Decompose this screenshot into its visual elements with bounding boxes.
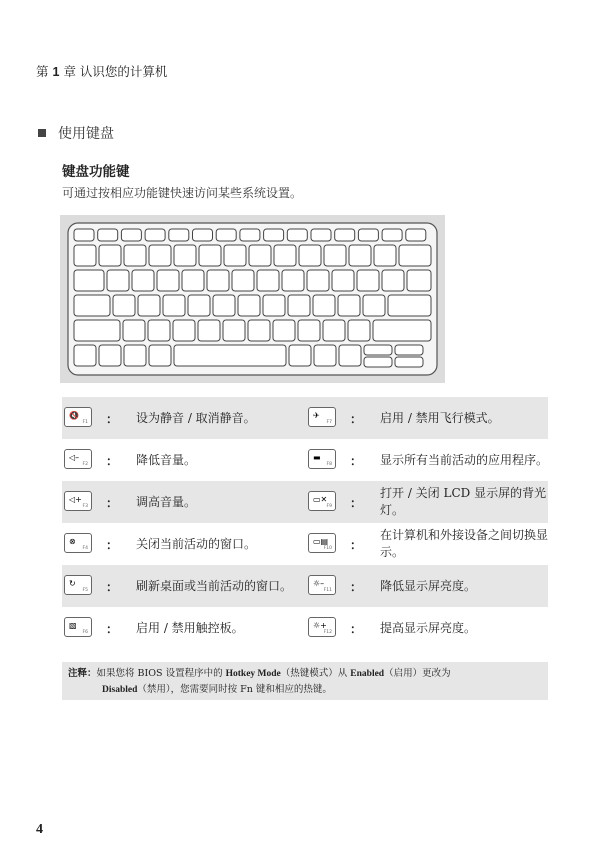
keyboard-key [74, 270, 104, 291]
keyboard-key [338, 295, 360, 316]
colon: ： [350, 481, 380, 523]
page-number: 4 [36, 822, 43, 837]
keyboard-key [399, 245, 431, 266]
subsection-title: 键盘功能键 [62, 164, 130, 180]
key-description: 设为静音 / 取消静音。 [136, 397, 306, 439]
keyboard-key [307, 270, 329, 291]
backlight-toggle-icon: ▭✕ F9 [308, 491, 336, 511]
keyboard-key [388, 295, 431, 316]
bullet-square-icon [38, 129, 46, 137]
keyboard-key [382, 270, 404, 291]
key-description: 启用 / 禁用触控板。 [136, 607, 306, 649]
table-row [62, 397, 548, 439]
keyboard-fn-key [287, 229, 307, 241]
keyboard-fn-key [406, 229, 426, 241]
keyboard-key [324, 245, 346, 266]
app-list-icon: ▬ F8 [308, 449, 336, 469]
keyboard-fn-key [121, 229, 141, 241]
keyboard-key [313, 295, 335, 316]
keyboard-key [132, 270, 154, 291]
keyboard-key [349, 245, 371, 266]
keyboard-arrow-key [364, 357, 392, 367]
touchpad-icon: ▧ F6 [64, 617, 92, 637]
keyboard-key [182, 270, 204, 291]
keyboard-key [357, 270, 379, 291]
keyboard-key [223, 320, 245, 341]
display-switch-icon: ▭▤ F10 [308, 533, 336, 553]
chapter-header: 第 1 章 认识您的计算机 [36, 64, 168, 79]
key-description: 打开 / 关闭 LCD 显示屏的背光灯。 [380, 481, 548, 523]
keyboard-fn-key [193, 229, 213, 241]
keyboard-key [148, 320, 170, 341]
keyboard-key [74, 295, 110, 316]
colon: ： [106, 397, 136, 439]
function-key-table [62, 397, 548, 649]
keyboard-key [274, 245, 296, 266]
keyboard-fn-key [358, 229, 378, 241]
key-description: 提高显示屏亮度。 [380, 607, 548, 649]
refresh-icon: ↻ F5 [64, 575, 92, 595]
keyboard-key [157, 270, 179, 291]
colon: ： [106, 607, 136, 649]
keyboard-fn-key [240, 229, 260, 241]
keyboard-fn-key [382, 229, 402, 241]
key-description: 刷新桌面或当前活动的窗口。 [136, 565, 306, 607]
keyboard-illustration [60, 215, 445, 383]
table-row [62, 523, 548, 565]
keyboard-key [188, 295, 210, 316]
keyboard-key [124, 245, 146, 266]
key-description: 显示所有当前活动的应用程序。 [380, 439, 548, 481]
keyboard-key [198, 320, 220, 341]
keyboard-key [339, 345, 361, 366]
keyboard-key [232, 270, 254, 291]
keyboard-key [113, 295, 135, 316]
table-row [62, 481, 548, 523]
keyboard-key [207, 270, 229, 291]
keyboard-key [314, 345, 336, 366]
keyboard-key [374, 245, 396, 266]
keyboard-key [407, 270, 431, 291]
keyboard-fn-key [98, 229, 118, 241]
keyboard-key [124, 345, 146, 366]
keyboard-arrow-key [364, 345, 392, 355]
keyboard-fn-key [216, 229, 236, 241]
volume-down-icon: ◁– F2 [64, 449, 92, 469]
keyboard-key [199, 245, 221, 266]
intro-text: 可通过按相应功能键快速访问某些系统设置。 [62, 186, 303, 200]
keyboard-key [163, 295, 185, 316]
key-description: 启用 / 禁用飞行模式。 [380, 397, 548, 439]
keyboard-fn-key [264, 229, 284, 241]
key-description: 关闭当前活动的窗口。 [136, 523, 306, 565]
keyboard-key [248, 320, 270, 341]
brightness-down-icon: ☼– F11 [308, 575, 336, 595]
keyboard-key [332, 270, 354, 291]
colon: ： [350, 565, 380, 607]
note-line-1: 注释：如果您将 BIOS 设置程序中的 Hotkey Mode（热键模式）从 Enabled（启用）更改为 [68, 668, 451, 679]
keyboard-key [373, 320, 431, 341]
volume-up-icon: ◁+ F3 [64, 491, 92, 511]
keyboard-key [138, 295, 160, 316]
close-window-icon: ⊗ F4 [64, 533, 92, 553]
keyboard-fn-key [335, 229, 355, 241]
keyboard-key [238, 295, 260, 316]
keyboard-key [263, 295, 285, 316]
keyboard-fn-key [145, 229, 165, 241]
keyboard-key [257, 270, 279, 291]
keyboard-key [323, 320, 345, 341]
keyboard-key [224, 245, 246, 266]
keyboard-key [99, 245, 121, 266]
colon: ： [106, 565, 136, 607]
keyboard-key [74, 245, 96, 266]
colon: ： [106, 439, 136, 481]
mute-icon: 🔇 F1 [64, 407, 92, 427]
colon: ： [106, 481, 136, 523]
keyboard-key [282, 270, 304, 291]
note-box [62, 662, 548, 700]
colon: ： [350, 439, 380, 481]
keyboard-key [288, 295, 310, 316]
keyboard-key [299, 245, 321, 266]
keyboard-key [123, 320, 145, 341]
table-row [62, 439, 548, 481]
colon: ： [350, 607, 380, 649]
keyboard-key [289, 345, 311, 366]
colon: ： [350, 523, 380, 565]
section-title: 使用键盘 [38, 123, 114, 143]
keyboard-space-key [174, 345, 286, 366]
keyboard-key [99, 345, 121, 366]
table-row [62, 565, 548, 607]
keyboard-fn-key [74, 229, 94, 241]
keyboard-key [298, 320, 320, 341]
keyboard-key [273, 320, 295, 341]
keyboard-key [348, 320, 370, 341]
keyboard-key [74, 320, 120, 341]
keyboard-key [174, 245, 196, 266]
airplane-icon: ✈ F7 [308, 407, 336, 427]
keyboard-fn-key [311, 229, 331, 241]
key-description: 在计算机和外接设备之间切换显示。 [380, 523, 548, 565]
keyboard-key [213, 295, 235, 316]
note-line-2: Disabled（禁用），您需要同时按 Fn 键和相应的热键。 [102, 684, 332, 695]
keyboard-key [149, 345, 171, 366]
colon: ： [350, 397, 380, 439]
keyboard-fn-key [169, 229, 189, 241]
brightness-up-icon: ☼+ F12 [308, 617, 336, 637]
keyboard-key [249, 245, 271, 266]
keyboard-arrow-key [395, 345, 423, 355]
key-description: 调高音量。 [136, 481, 306, 523]
keyboard-key [363, 295, 385, 316]
keyboard-drawing [60, 215, 445, 383]
key-description: 降低音量。 [136, 439, 306, 481]
keyboard-key [173, 320, 195, 341]
keyboard-arrow-key [395, 357, 423, 367]
colon: ： [106, 523, 136, 565]
keyboard-key [149, 245, 171, 266]
keyboard-key [74, 345, 96, 366]
keyboard-key [107, 270, 129, 291]
key-description: 降低显示屏亮度。 [380, 565, 548, 607]
table-row [62, 607, 548, 649]
